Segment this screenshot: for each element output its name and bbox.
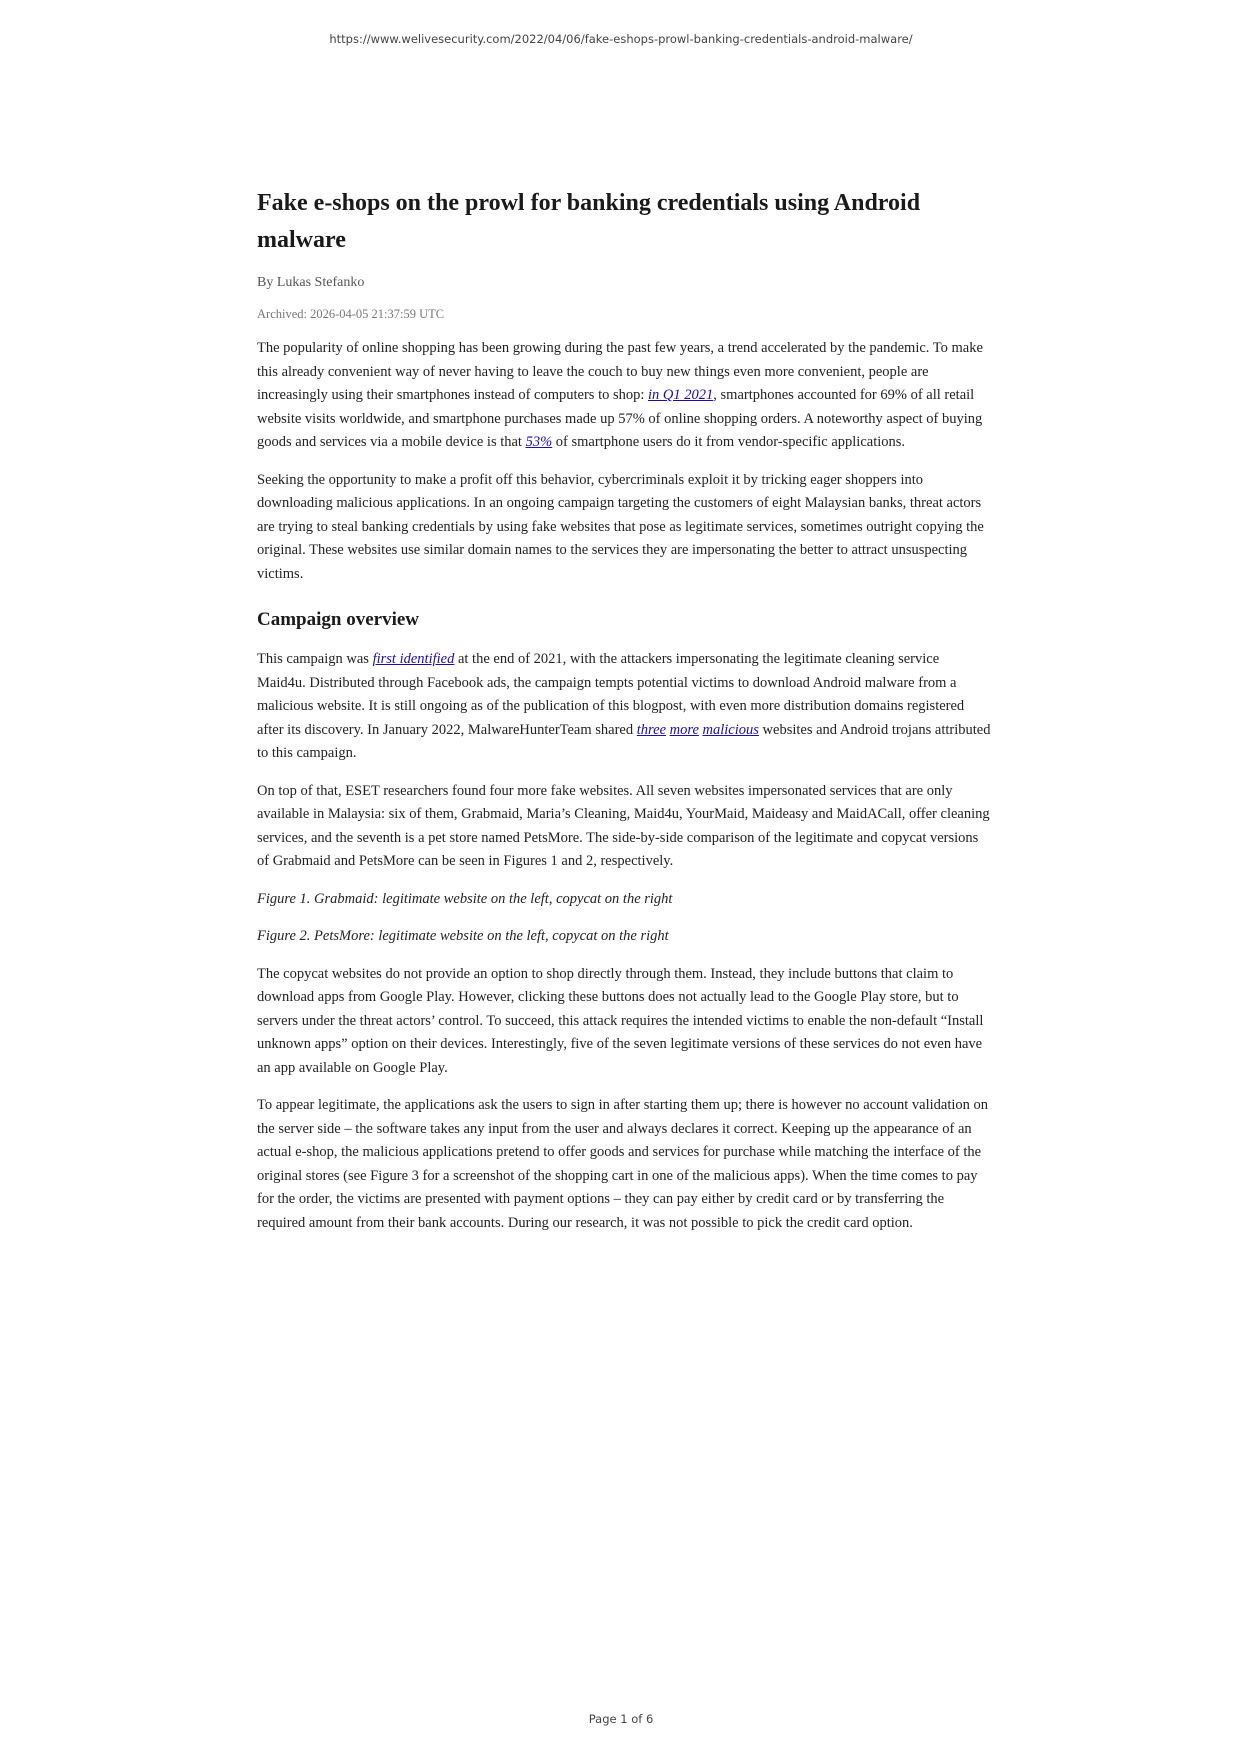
paragraph-campaign	[257, 648, 991, 766]
text-span: , smartphones accounted for 69% of all retail website visits worldwide, and smartphone purchases made up 57% of online shopping orders. A noteworthy aspect of buying goods and services via a mobile device is that	[257, 387, 983, 450]
paragraph-opportunity: Seeking the opportunity to make a profit off this behavior, cybercriminals exploit it by tricking eager shoppers into downloading malicious applications. In an ongoing campaign targeting the customers of eight Malaysian banks, threat actors are trying to steal banking credentials by using fake websites that pose as legitimate services, sometimes outright copying the original. These websites use similar domain names to the services they are impersonating the better to attract unsuspecting victims.	[257, 471, 984, 582]
link-more[interactable]: more	[669, 721, 699, 738]
link-three[interactable]: three	[636, 721, 667, 738]
link-q1-2021[interactable]: in Q1 2021	[648, 387, 714, 403]
text-span: of smartphone users do it from vendor-specific applications.	[552, 434, 906, 450]
text-span: The popularity of online shopping has been growing during the past few years, a trend accelerated by the pandemic. To make this already convenient way of never having to leave the couch to buy new things even more convenient, people are increasingly using their smartphones instead of computers to shop:	[257, 340, 983, 403]
text-span: This campaign was	[257, 651, 373, 667]
link-first-identified[interactable]: first identified	[372, 651, 455, 667]
paragraph-intro	[257, 337, 991, 455]
figure-caption-2: Figure 2. PetsMore: legitimate website on the left, copycat on the right	[257, 928, 669, 944]
source-url: https://www.welivesecurity.com/2022/04/06/fake-eshops-prowl-banking-credentials-android-malware/	[329, 32, 913, 46]
article	[257, 185, 991, 1249]
link-malicious[interactable]: malicious	[702, 721, 759, 738]
section-heading-campaign-overview: Campaign overview	[257, 609, 420, 630]
archived-timestamp: Archived: 2026-04-05 21:37:59 UTC	[257, 307, 445, 321]
paragraph-eset-findings: On top of that, ESET researchers found four more fake websites. All seven websites impersonated services that are only available in Malaysia: six of them, Grabmaid, Maria’s Cleaning, Maid4u, YourMaid, Maideasy and MaidACall, offer cleaning services, and the seventh is a pet store named PetsMore. The side-by-side comparison of the legitimate and copycat versions of Grabmaid and PetsMore can be seen in Figures 1 and 2, respectively.	[257, 782, 990, 869]
paragraph-appear-legitimate: To appear legitimate, the applications ask the users to sign in after starting them up; there is however no account validation on the server side – the software takes any input from the user and always declares it correct. Keeping up the appearance of an actual e-shop, the malicious applications pretend to offer goods and services for purchase while matching the interface of the original stores (see Figure 3 for a screenshot of the shopping cart in one of the malicious apps). When the time comes to pay for the order, the victims are presented with payment options – they can pay either by credit card or by transferring the required amount from their bank accounts. During our research, it was not possible to pick the credit card option.	[257, 1097, 989, 1231]
article-title: Fake e-shops on the prowl for banking credentials using Android malware	[257, 190, 921, 253]
text-span: websites and Android trojans attributed to this campaign.	[257, 721, 991, 761]
figure-caption-1: Figure 1. Grabmaid: legitimate website on the left, copycat on the right	[257, 890, 673, 907]
page-number: Page 1 of 6	[588, 1712, 654, 1726]
text-span: at the end of 2021, with the attackers impersonating the legitimate cleaning service Maid4u. Distributed through Facebook ads, the campaign tempts potential victims to download Android malware from a malicious website. It is still ongoing as of the publication of this blogpost, with even more distribution domains registered after its discovery. In January 2022, MalwareHunterTeam shared	[257, 651, 965, 738]
paragraph-copycat-websites: The copycat websites do not provide an option to shop directly through them. Instead, they include buttons that claim to download apps from Google Play. However, clicking these buttons does not actually lead to the Google Play store, but to servers under the threat actors’ control. To succeed, this attack requires the intended victims to enable the non-default “Install unknown apps” option on their devices. Interestingly, five of the seven legitimate versions of these services do not even have an app available on Google Play.	[257, 965, 984, 1076]
link-53-percent[interactable]: 53%	[525, 434, 553, 450]
author-byline: By Lukas Stefanko	[257, 275, 365, 290]
